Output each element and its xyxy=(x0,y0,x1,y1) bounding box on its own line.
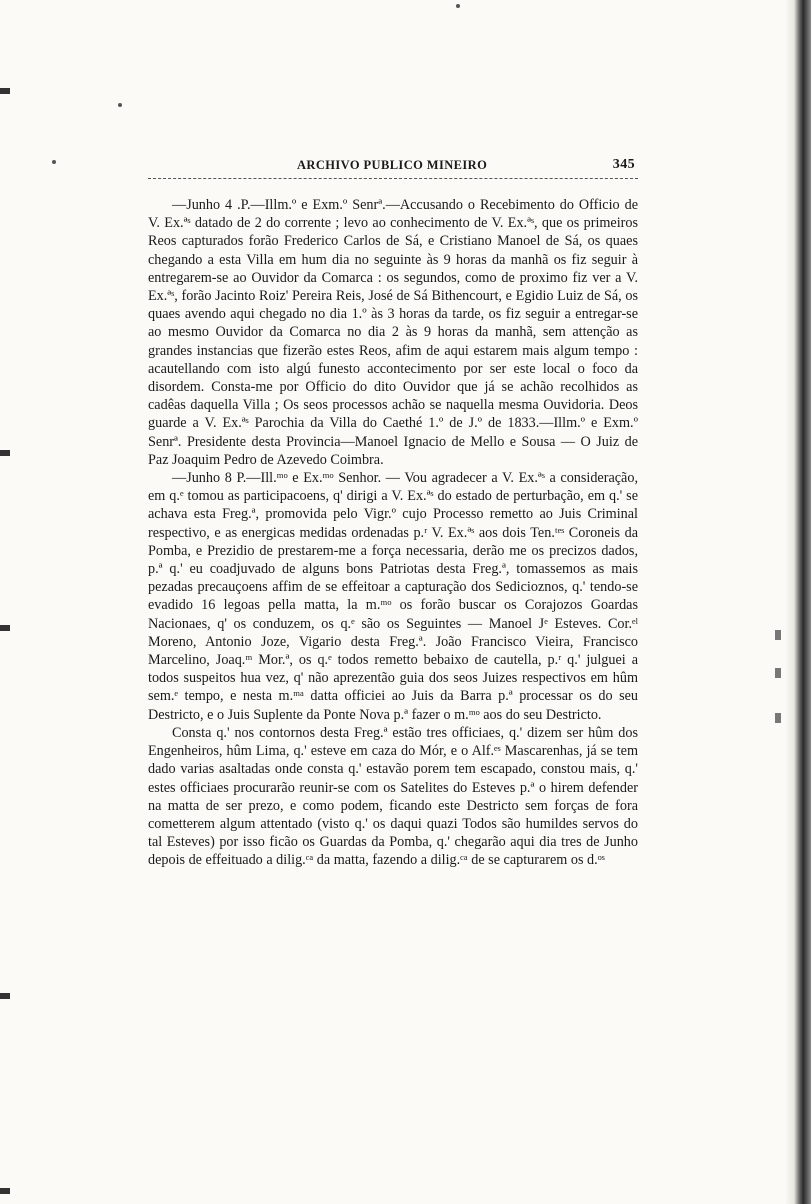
scan-speck xyxy=(52,160,56,164)
binding-mark xyxy=(0,88,10,94)
running-header xyxy=(147,158,647,176)
paragraph: Consta q.' nos contornos desta Freg.ª estão tres officiaes, q.' dizem ser hûm dos Engenheiros, hûm Lima, q.' esteve em caza do Mór, e o Alf.ᵉˢ Mascarenhas, já se tem dado varias asaltadas onde consta q.' estavão porem tem escapado, constou mais, q.' estes officiaes procurarão reunir-se com os Satelites do Esteves p.ª o hirem defender na matta de ser prezo, e como podem, ficando este Destricto sem forças de fora cometterem algum attentado (visto q.' os daqui quazi Todos são humildes servos do tal Esteves) por isso ficão os Guardas da Pomba, q.' chegarão aqui dia tres de Junho depois de effeituado a dilig.ᶜᵃ da matta, fazendo a dilig.ᶜᵃ de se capturarem os d.ᵒˢ xyxy=(148,724,638,869)
edge-mark xyxy=(775,668,781,678)
binding-mark xyxy=(0,1188,10,1194)
body-text xyxy=(148,196,638,870)
header-title: ARCHIVO PUBLICO MINEIRO xyxy=(297,158,488,172)
scan-speck xyxy=(456,4,460,8)
page-number: 345 xyxy=(612,157,635,172)
binding-mark xyxy=(0,993,10,999)
paragraph: —Junho 8 P.—Ill.ᵐᵒ e Ex.ᵐᵒ Senhor. — Vou agradecer a V. Ex.ªˢ a consideração, em q.ᵉ tomou as participacoens, q' dirigi a V. Ex.ªˢ do estado de perturbação, em q.' se achava esta Freg.ª, promovida pelo Vigr.º cujo Processo remetto ao Juis Criminal respectivo, e as energicas medidas ordenadas p.ʳ V. Ex.ªˢ aos dois Ten.ᵗᵉˢ Coroneis da Pomba, e Prezidio de prestarem-me a força necessaria, derão me os precizos dados, p.ª q.' eu coadjuvado de alguns bons Patriotas desta Freg.ª, tomassemos as mais pezadas precauçoens affim de se effeitoar a capturação dos Sedicioznos, q.' tendo-se evadido 16 legoas pella matta, la m.ᵐᵒ os forão buscar os Corajozos Goardas Nacionaes, q' os conduzem, os q.ᵉ são os Seguintes — Manoel Jᵉ Esteves. Cor.ᵉˡ Moreno, Antonio Joze, Vigario desta Freg.ª. João Francisco Vieira, Francisco Marcelino, Joaq.ᵐ Mor.ª, os q.ᵉ todos remetto bebaixo de cautella, p.ʳ q.' julguei a todos suspeitos hua vez, q' não aprezentão guia dos seos Juizes respectivos em hûm sem.ᵉ tempo, e nesta m.ᵐᵃ datta officiei ao Juis da Barra p.ª processar os do seu Destricto, e o Juis Suplente da Ponte Nova p.ª fazer o m.ᵐᵒ aos do seu Destricto. xyxy=(148,470,638,723)
edge-mark xyxy=(775,713,781,723)
edge-mark xyxy=(775,630,781,640)
header-rule xyxy=(148,178,638,179)
binding-mark xyxy=(0,450,10,456)
page-edge-shadow xyxy=(785,0,811,1204)
binding-mark xyxy=(0,625,10,631)
paragraph: —Junho 4 .P.—Illm.º e Exm.º Senrª.—Accusando o Recebimento do Officio de V. Ex.ªˢ datado de 2 do corrente ; levo ao conhecimento de V. Ex.ªˢ, que os primeiros Reos capturados forão Frederico Carlos de Sá, e Cristiano Manoel de Sá, os quaes chegando a esta Villa em hum dia no seguinte às 9 horas da manhã os fiz seguir à entregarem-se ao Ouvidor da Comarca : os segundos, como de proximo fiz ver a V. Ex.ªˢ, forão Jacinto Roiz' Pereira Reis, José de Sá Bithencourt, e Egidio Luiz de Sá, os quaes avendo aqui chegado no dia 1.º às 3 horas da tarde, os fiz seguir a entregar-se ao mesmo Ouvidor da Comarca no dia 2 às 9 horas da manhã, sem attenção as grandes instancias que fizerão estes Reos, afim de aqui estarem mais algum tempo : acautellando com isto algú funesto accontecimento por ser este local o foco da disordem. Consta-me por Officio do dito Ouvidor que já se achão recolhidos as cadêas daquella Villa ; Os seos processos achão se naquella mesma Ouvidoria. Deos guarde a V. Ex.ªˢ Parochia da Villa do Caethé 1.º de J.º de 1833.—Illm.º e Exm.º Senrª. Presidente desta Provincia—Manoel Ignacio de Mello e Sousa — O Juiz de Paz Joaquim Pedro de Azevedo Coimbra. xyxy=(148,197,638,468)
scan-speck xyxy=(118,103,122,107)
